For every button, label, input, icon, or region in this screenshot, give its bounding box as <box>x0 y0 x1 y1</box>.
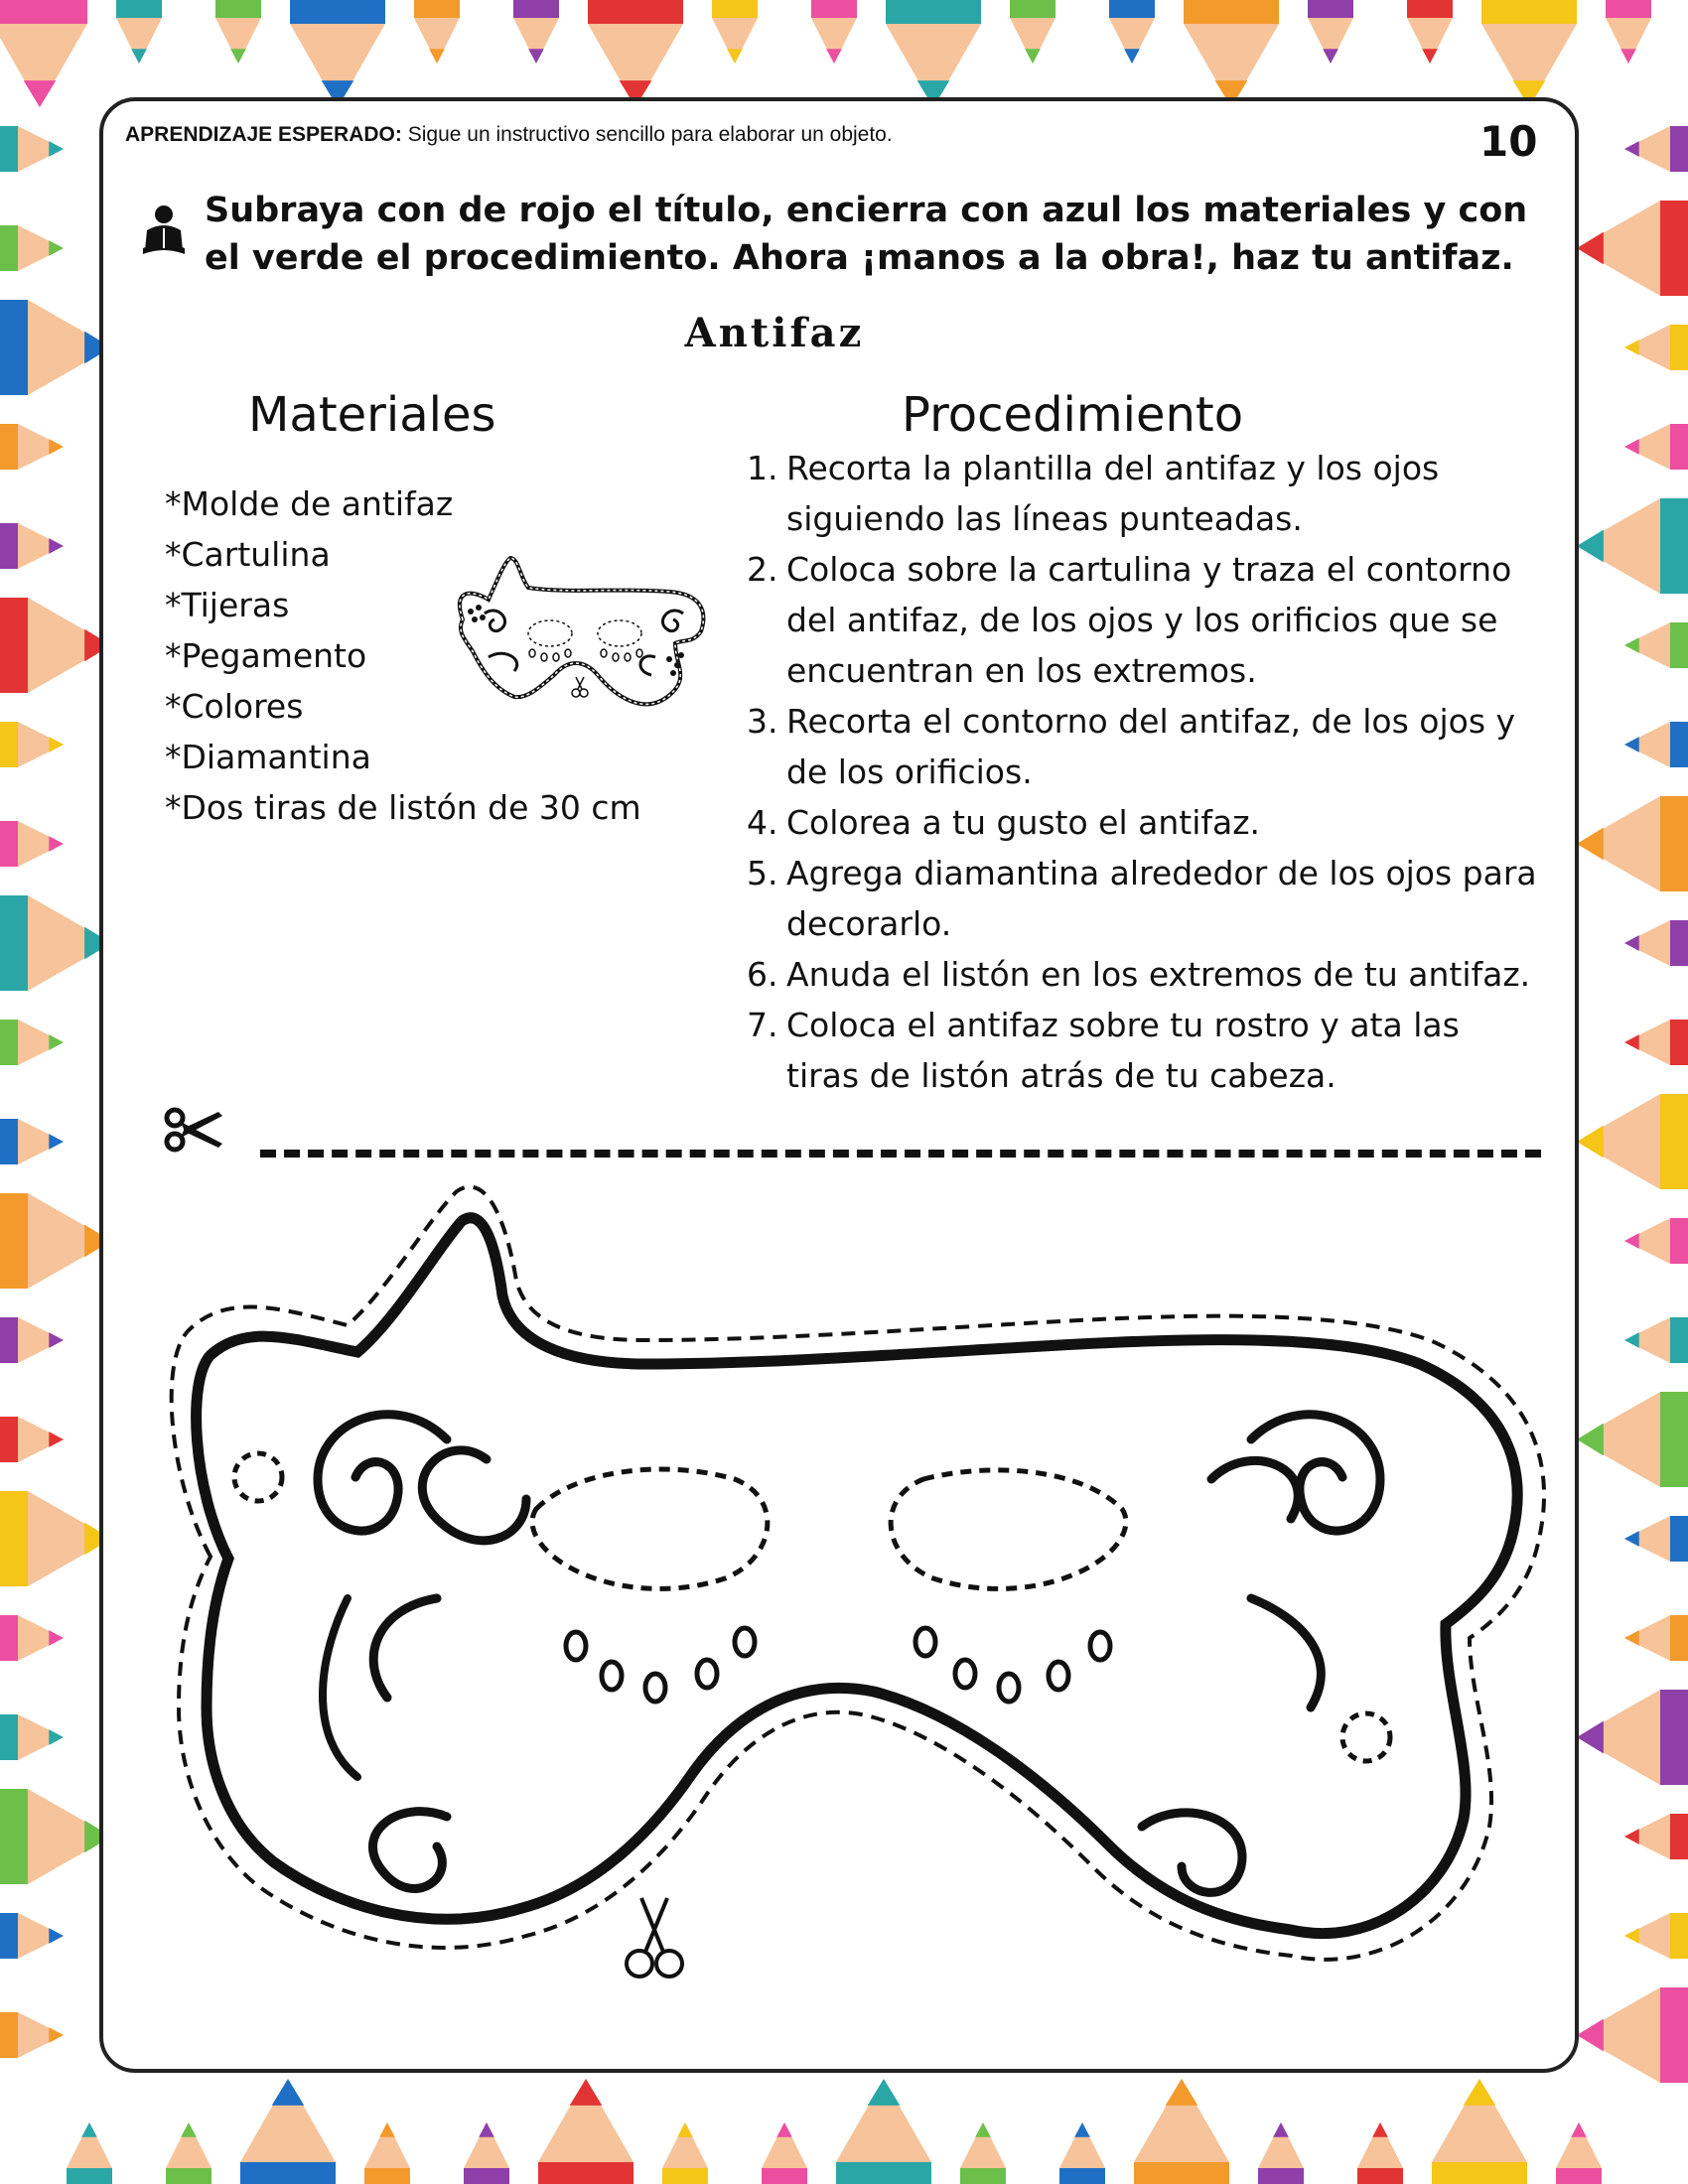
pencil-tip-icon <box>0 1317 64 1363</box>
step-number: 2. <box>747 550 778 589</box>
pencil-tip-icon <box>1577 1987 1688 2083</box>
pencil-tip-icon <box>1624 920 1688 966</box>
pencil-tip-icon <box>1258 2122 1304 2184</box>
pencil-tip-icon <box>364 2122 410 2184</box>
material-item: *Tijeras <box>165 586 290 624</box>
pencil-tip-icon <box>0 300 111 395</box>
pencil-tip-icon <box>1624 1913 1688 1959</box>
pencil-tip-icon <box>1432 2079 1527 2184</box>
step-text: Recorta el contorno del antifaz, de los ojos y de los orificios. <box>786 702 1516 791</box>
pencil-tip-icon <box>1577 796 1688 891</box>
pencil-tip-icon <box>1577 1392 1688 1487</box>
pencil-tip-icon <box>1624 126 1688 172</box>
pencil-tip-icon <box>0 821 64 867</box>
pencil-tip-icon <box>0 598 111 693</box>
pencil-tip-icon <box>1624 1218 1688 1264</box>
mask-template-image <box>149 1181 1559 2035</box>
step-text: Coloca el antifaz sobre tu rostro y ata las tiras de listón atrás de tu cabeza. <box>786 1006 1460 1095</box>
procedure-step <box>747 544 1541 696</box>
pencil-tip-icon <box>1624 325 1688 370</box>
material-item: *Dos tiras de listón de 30 cm <box>165 788 641 827</box>
instruction-text: Subraya con de rojo el título, encierra con azul los materiales y con el verde el procedimiento. Ahora ¡manos a la obra!, haz tu antifaz. <box>205 191 1528 278</box>
pencil-tip-icon <box>1624 1615 1688 1661</box>
pencil-tip-icon <box>1556 2122 1602 2184</box>
pencil-tip-icon <box>0 225 64 271</box>
pencil-tip-icon <box>0 0 87 107</box>
material-item: *Pegamento <box>165 636 367 675</box>
step-number: 7. <box>747 1006 778 1044</box>
document-title: Antifaz <box>684 310 865 356</box>
pencil-tip-icon <box>0 1417 64 1462</box>
step-number: 4. <box>747 803 778 842</box>
pencil-tip-icon <box>414 0 460 64</box>
procedure-step <box>747 848 1541 949</box>
procedure-step <box>747 949 1541 1000</box>
pencil-tip-icon <box>1624 1317 1688 1363</box>
step-text: Coloca sobre la cartulina y traza el contorno del antifaz, de los ojos y los orificios que se encuentran en los extremos. <box>786 550 1512 690</box>
material-item: *Cartulina <box>165 535 331 574</box>
pencil-tip-icon <box>886 0 981 107</box>
pencil-tip-icon <box>1481 0 1577 107</box>
pencil-tip-icon <box>811 0 857 64</box>
learning-objective <box>125 123 893 147</box>
learning-objective-text: Sigue un instructivo sencillo para elaborar un objeto. <box>407 123 893 146</box>
pencil-tip-icon <box>1357 2122 1403 2184</box>
pencil-tip-icon <box>464 2122 509 2184</box>
materials-heading: Materiales <box>248 387 496 443</box>
procedure-step <box>747 797 1541 848</box>
pencil-tip-icon <box>0 722 64 767</box>
pencil-tip-icon <box>0 1119 64 1164</box>
learning-objective-label: APRENDIZAJE ESPERADO: <box>125 123 402 146</box>
pencil-tip-icon <box>1577 1094 1688 1189</box>
scissors-icon <box>163 1106 226 1154</box>
pencil-tip-icon <box>0 895 111 991</box>
pencil-tip-icon <box>0 1193 111 1289</box>
pencil-tip-icon <box>0 2012 64 2058</box>
step-number: 6. <box>747 955 778 994</box>
cut-line <box>260 1150 1541 1158</box>
pencil-tip-icon <box>513 0 559 64</box>
pencil-tip-icon <box>1624 1020 1688 1065</box>
step-number: 1. <box>747 449 778 487</box>
mask-thumbnail-image <box>449 548 719 715</box>
pencil-tip-icon <box>1624 424 1688 470</box>
pencil-tip-icon <box>0 424 64 470</box>
pencil-tip-icon <box>0 523 64 569</box>
pencil-tip-icon <box>1624 1814 1688 1859</box>
pencil-tip-icon <box>0 126 64 172</box>
step-text: Anuda el listón en los extremos de tu antifaz. <box>786 955 1531 994</box>
step-text: Agrega diamantina alrededor de los ojos para decorarlo. <box>786 854 1537 943</box>
step-text: Recorta la plantilla del antifaz y los ojos siguiendo las líneas punteadas. <box>786 449 1440 538</box>
procedure-step <box>747 443 1541 544</box>
procedure-heading: Procedimiento <box>902 387 1244 443</box>
pencil-tip-icon <box>1577 498 1688 594</box>
pencil-tip-icon <box>240 2079 336 2184</box>
step-number: 3. <box>747 702 778 741</box>
pencil-tip-icon <box>0 1913 64 1959</box>
pencil-tip-icon <box>836 2079 931 2184</box>
pencil-tip-icon <box>1577 201 1688 296</box>
pencil-tip-icon <box>1407 0 1453 64</box>
step-number: 5. <box>747 854 778 892</box>
procedure-step <box>747 696 1541 797</box>
pencil-tip-icon <box>1059 2122 1105 2184</box>
pencil-tip-icon <box>0 1491 111 1586</box>
procedure-steps <box>747 443 1541 1101</box>
pencil-tip-icon <box>1606 0 1651 64</box>
pencil-tip-icon <box>712 0 758 64</box>
pencil-tip-icon <box>1624 722 1688 767</box>
pencil-tip-icon <box>1308 0 1353 64</box>
material-item: *Diamantina <box>165 738 371 776</box>
pencil-tip-icon <box>0 1615 64 1661</box>
pencil-tip-icon <box>1184 0 1279 107</box>
pencil-tip-icon <box>116 0 162 64</box>
pencil-tip-icon <box>1010 0 1055 64</box>
pencil-tip-icon <box>960 2122 1006 2184</box>
pencil-tip-icon <box>762 2122 807 2184</box>
pencil-tip-icon <box>215 0 261 64</box>
reader-icon <box>139 205 189 258</box>
page-number: 10 <box>1479 117 1538 166</box>
pencil-tip-icon <box>1109 0 1155 64</box>
pencil-tip-icon <box>0 1714 64 1760</box>
pencil-tip-icon <box>290 0 385 107</box>
pencil-tip-icon <box>662 2122 708 2184</box>
pencil-tip-icon <box>1577 1690 1688 1785</box>
pencil-tip-icon <box>538 2079 633 2184</box>
pencil-tip-icon <box>588 0 683 107</box>
pencil-tip-icon <box>0 1020 64 1065</box>
material-item: *Colores <box>165 687 304 726</box>
pencil-tip-icon <box>166 2122 211 2184</box>
pencil-tip-icon <box>0 1789 111 1884</box>
procedure-step <box>747 1000 1541 1101</box>
pencil-tip-icon <box>1134 2079 1229 2184</box>
pencil-tip-icon <box>67 2122 112 2184</box>
step-text: Colorea a tu gusto el antifaz. <box>786 803 1261 842</box>
pencil-tip-icon <box>1624 1516 1688 1562</box>
pencil-tip-icon <box>1624 622 1688 668</box>
material-item: *Molde de antifaz <box>165 484 454 523</box>
